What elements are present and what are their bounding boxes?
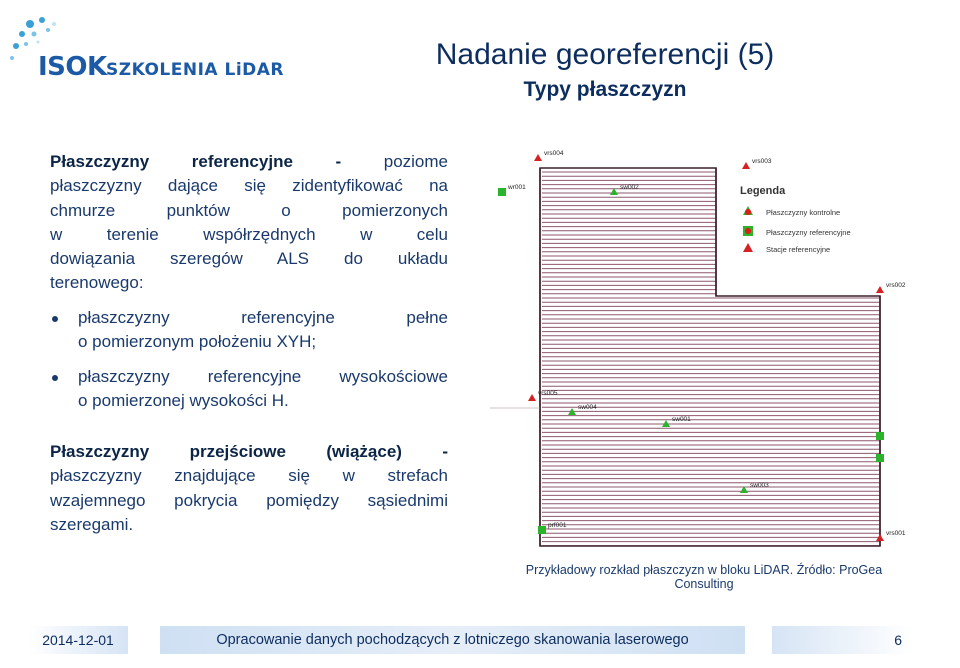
bullet-list bbox=[50, 306, 448, 423]
legend-title: Legenda bbox=[740, 185, 786, 197]
transition-planes-term: Płaszczyzny przejściowe (wiążące) - bbox=[50, 442, 448, 461]
para1-line5: dowiązania szeregów ALS do układu bbox=[50, 249, 448, 269]
marker-label: vrs003 bbox=[752, 158, 772, 165]
para2-line2: płaszczyzny znajdujące się w strefach bbox=[50, 466, 448, 486]
para1-line3: chmurze punktów o pomierzonych bbox=[50, 200, 448, 220]
footer-title: Opracowanie danych pochodzących z lotniczego skanowania laserowego bbox=[160, 626, 745, 654]
logo bbox=[8, 10, 308, 90]
page-subtitle: Typy płaszczyzn bbox=[523, 78, 687, 101]
bullet-dot-icon bbox=[52, 316, 58, 322]
marker-label: prf001 bbox=[548, 522, 567, 529]
marker-label: vrs005 bbox=[538, 390, 558, 397]
para2-line4: szeregami. bbox=[50, 514, 134, 534]
para1-line4: w terenie współrzędnych w celu bbox=[50, 224, 448, 244]
bullet-dot-icon bbox=[52, 375, 58, 381]
figure-caption: Przykładowy rozkład płaszczyzn w bloku LiDAR. Źródło: ProGea Consulting bbox=[525, 563, 883, 591]
reference-marker bbox=[876, 432, 884, 440]
para1-line6: terenowego: bbox=[50, 273, 144, 293]
marker-label: vrs002 bbox=[886, 282, 906, 289]
para1-line2: płaszczyzny dające się zidentyfikować na bbox=[50, 176, 448, 196]
page-title: Nadanie georeferencji (5) bbox=[435, 38, 775, 71]
logo-sub: SZKOLENIA LiDAR bbox=[106, 60, 285, 80]
bullet-line2: o pomierzonej wysokości H. bbox=[78, 390, 289, 410]
bullet-item bbox=[50, 306, 448, 355]
marker-label: sw004 bbox=[578, 404, 597, 411]
reference-planes-paragraph bbox=[50, 150, 448, 296]
legend-item: Płaszczyzny kontrolne bbox=[766, 208, 841, 217]
reference-marker bbox=[498, 188, 506, 196]
map-legend bbox=[726, 178, 876, 268]
page-number: 6 bbox=[772, 626, 912, 654]
bullet-line1: płaszczyzny referencyjne wysokościowe bbox=[78, 366, 448, 386]
reference-marker bbox=[538, 526, 546, 534]
footer bbox=[0, 626, 960, 656]
para2-line3: wzajemnego pokrycia pomiędzy sąsiednimi bbox=[50, 490, 448, 510]
para1-line1-rest: poziome bbox=[341, 152, 448, 171]
bullet-line2: o pomierzonym położeniu XYH; bbox=[78, 332, 317, 352]
marker-label: vrs004 bbox=[544, 150, 564, 157]
marker-label: vrs001 bbox=[886, 530, 906, 537]
legend-item: Stacje referencyjne bbox=[766, 245, 831, 254]
transition-planes-paragraph bbox=[50, 440, 448, 537]
marker-label: sw001 bbox=[672, 416, 691, 423]
reference-marker bbox=[876, 454, 884, 462]
legend-item: Płaszczyzny referencyjne bbox=[766, 228, 851, 237]
footer-date: 2014-12-01 bbox=[28, 626, 128, 654]
reference-planes-term: Płaszczyzny referencyjne - bbox=[50, 152, 342, 171]
marker-label: sw003 bbox=[750, 482, 769, 489]
bullet-line1: płaszczyzny referencyjne pełne bbox=[78, 308, 448, 327]
planes-map-figure bbox=[490, 148, 910, 556]
bullet-item bbox=[50, 365, 448, 414]
marker-label: sw002 bbox=[620, 184, 639, 191]
marker-label: wr001 bbox=[508, 184, 526, 191]
logo-isok: ISOK bbox=[38, 52, 107, 82]
